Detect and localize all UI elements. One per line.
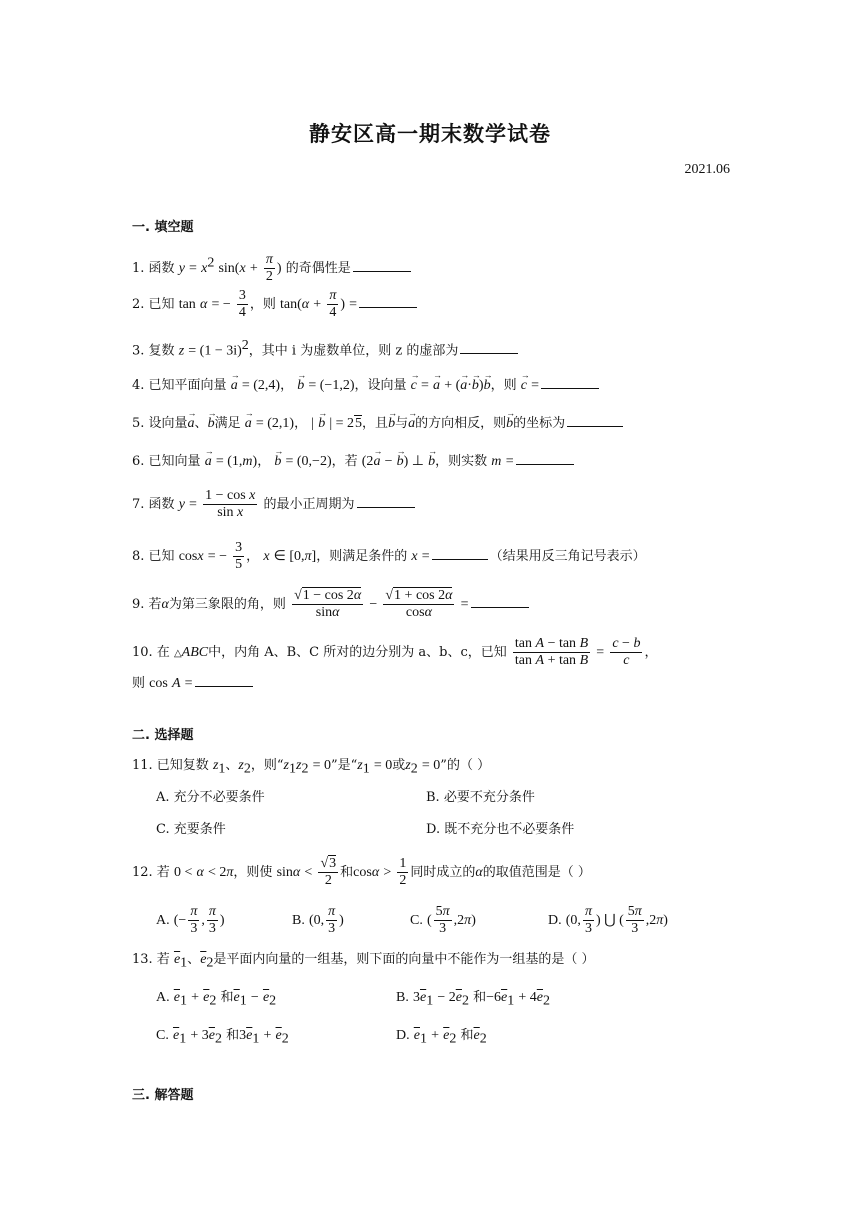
answer-blank[interactable] [567, 412, 623, 427]
q13-option-b[interactable]: B. $3\overline{e}_1 - 2\overline{e}_2$ 和$-6\overline{e}_1 + 4\overline{e}_2$ [396, 990, 551, 1009]
answer-blank[interactable] [460, 339, 518, 354]
q13-option-a[interactable]: A. $\overline{e}_1 + \overline{e}_2$ 和$\overline{e}_1 - \overline{e}_2$ [156, 990, 277, 1009]
question-9: 9. 若α为第三象限的角，则 $\frac{√1 - \cos 2\alpha}{\sin\alpha}$ − $\frac{√1 + \cos 2\alpha}{\cos\alpha}$ = [132, 588, 531, 621]
question-13: 13. 若 $\overline{e}_1$、$\overline{e}_2$是平面内向量的一组基，则下面的向量中不能作为一组基的是（ ） [132, 952, 595, 971]
question-11: 11. 已知复数 $z_1$、$z_2$，则“$z_1z_2 = 0$”是“$z_1 = 0$或$z_2 = 0$”的（ ） [132, 758, 491, 777]
exam-date: 2021.06 [684, 162, 730, 177]
question-3: 3. 复数 $z = (1 - 3i)^2$，其中 i 为虚数单位，则 z 的虚部为 [132, 336, 520, 361]
section-solutions: 三. 解答题 [132, 1088, 194, 1103]
answer-blank[interactable] [359, 293, 417, 308]
question-6: 6. 已知向量 → a = (1,m)， → b = (0,−2)，若 (2→ a − → b) ⊥ → b，则实数 m = [132, 450, 576, 472]
answer-blank[interactable] [541, 374, 599, 389]
q12-option-d[interactable]: D. (0, $\frac{\pi}{3}$ ) ⋃ ( $\frac{5\pi}{3}$ ,2π) [548, 904, 668, 936]
exam-title: 静安区高一期末数学试卷 [309, 122, 551, 146]
question-2: 2. 已知 tan α = − $\frac{3}{4}$ ，则 tan(α + $\frac{\pi}{4}$ ) = [132, 288, 419, 321]
question-12: 12. 若 0 < α < 2π，则使 sinα < $\frac{√3}{2}$ 和cosα > $\frac{1}{2}$ 同时成立的α的取值范围是（ ） [132, 856, 591, 888]
q11-option-c[interactable]: C. 充要条件 [156, 822, 226, 837]
q11-option-a[interactable]: A. 充分不必要条件 [156, 790, 265, 805]
q13-option-d[interactable]: D. $\overline{e}_1 + \overline{e}_2$ 和$\overline{e}_2$ [396, 1028, 487, 1047]
answer-blank[interactable] [516, 450, 574, 465]
q12-option-b[interactable]: B. (0, $\frac{\pi}{3}$ ) [292, 904, 344, 936]
question-10-line2: 则 cos A = [132, 672, 255, 694]
answer-blank[interactable] [471, 593, 529, 608]
answer-blank[interactable] [353, 257, 411, 272]
question-1: 1. 函数 $y = x^2$ sin(x + $\frac{\pi}{2}$ ) 的奇偶性是 [132, 252, 413, 285]
section-fill-in: 一. 填空题 [132, 220, 194, 235]
answer-blank[interactable] [357, 493, 415, 508]
section-multiple-choice: 二. 选择题 [132, 728, 194, 743]
question-8: 8. 已知 cosx = − $\frac{3}{5}$ ， x ∈ [0,π]，则满足条件的 x = （结果用反三角记号表示） [132, 540, 646, 572]
q12-option-a[interactable]: A. (− $\frac{\pi}{3}$ , $\frac{\pi}{3}$ ) [156, 904, 225, 936]
question-5: 5. 设向量→ a、→ b满足 → a = (2,1)， | → b | = 25，且→ b与→ a的方向相反，则→ b的坐标为 [132, 412, 625, 434]
q13-option-c[interactable]: C. $\overline{e}_1 + 3\overline{e}_2$ 和$3\overline{e}_1 + \overline{e}_2$ [156, 1028, 289, 1047]
question-10: 10. 在 △ABC中，内角 A、B、C 所对的边分别为 a、b、c，已知 $\frac{\text{tan A − tan B}}{\text{tan A + tan B}}$ = $\frac{c - b}{c}$ ， [132, 636, 658, 668]
answer-blank[interactable] [195, 672, 253, 687]
q12-option-c[interactable]: C. ( $\frac{5\pi}{3}$ ,2π) [410, 904, 476, 936]
answer-blank[interactable] [432, 545, 488, 560]
question-4: 4. 已知平面向量 → a = (2,4)， → b = (−1,2)，设向量 → c = → a + (→ a·→ b)→ b，则 → c = [132, 374, 601, 396]
question-7: 7. 函数 y = $\frac{\text{1 − cos x}}{\text{sin x}}$ 的最小正周期为 [132, 488, 417, 521]
q11-option-d[interactable]: D. 既不充分也不必要条件 [426, 822, 575, 837]
q11-option-b[interactable]: B. 必要不充分条件 [426, 790, 535, 805]
